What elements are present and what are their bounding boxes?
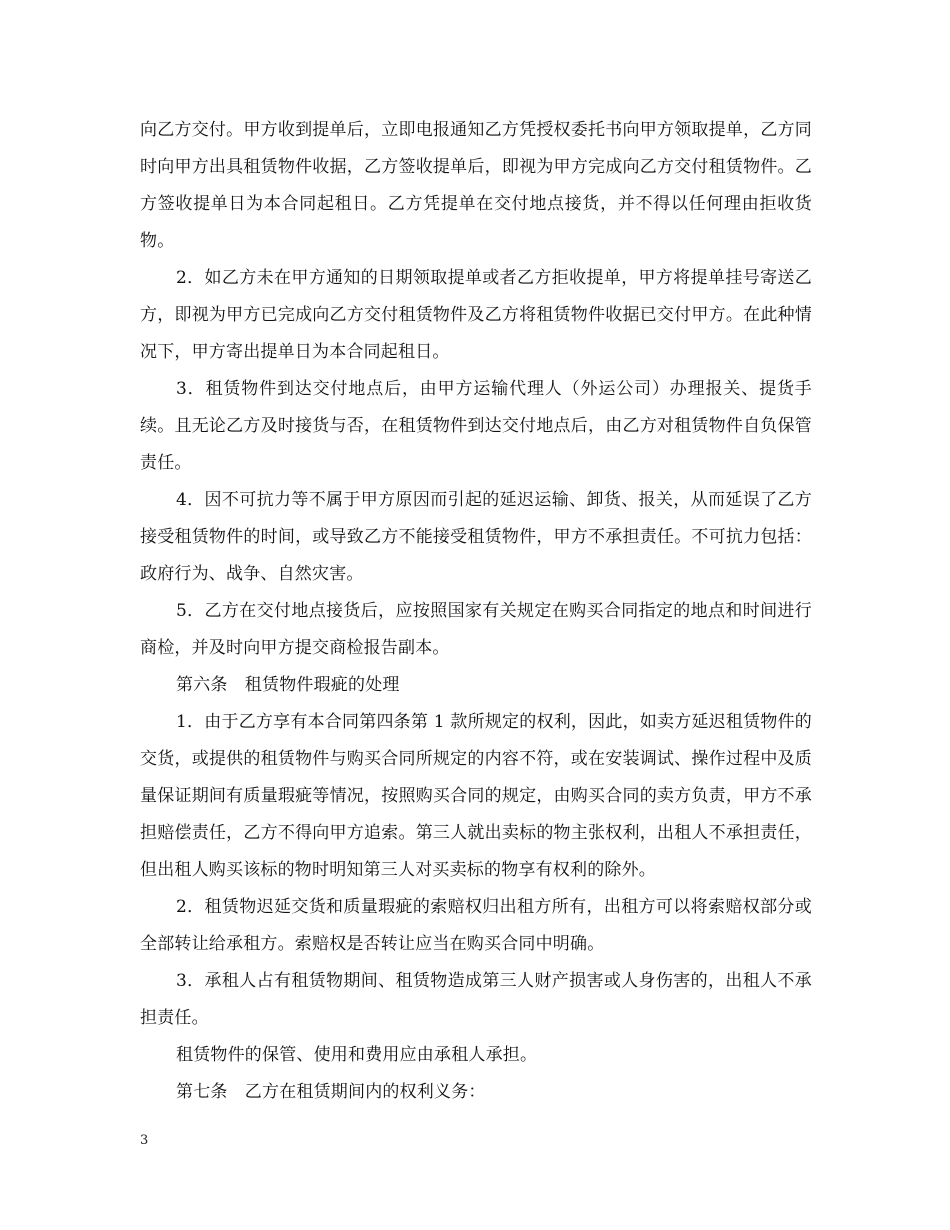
article-seven-heading: 第七条 乙方在租赁期间内的权利义务：: [176, 1082, 486, 1102]
article-six-heading: 第六条 租赁物件瑕疵的处理: [176, 675, 400, 695]
page-number: 3: [140, 1133, 149, 1148]
paragraph-article-six-clause-3: 3．承租人占有租赁物期间、租赁物造成第三人财产损害或人身伤害的，出租人不承担责任。: [140, 971, 812, 1028]
paragraph-clause-5: 5．乙方在交付地点接货后，应按照国家有关规定在购买合同指定的地点和时间进行商检，并及时向甲方提交商检报告副本。: [140, 601, 812, 658]
document-body: [140, 112, 812, 1111]
paragraph-custody-costs: 租赁物件的保管、使用和费用应由承租人承担。: [176, 1045, 538, 1065]
paragraph-clause-2: 2．如乙方未在甲方通知的日期领取提单或者乙方拒收提单，甲方将提单挂号寄送乙方，即视为甲方已完成向乙方交付租赁物件及乙方将租赁物件收据已交付甲方。在此种情况下，甲方寄出提单日为本合同起租日。: [140, 268, 812, 362]
paragraph-article-six-clause-1: 1．由于乙方享有本合同第四条第 1 款所规定的权利，因此，如卖方延迟租赁物件的交货，或提供的租赁物件与购买合同所规定的内容不符，或在安装调试、操作过程中及质量保证期间有质量瑕疵等情况，按照购买合同的规定，由购买合同的卖方负责，甲方不承担赔偿责任，乙方不得向甲方追索。第三人就出卖标的物主张权利，出租人不承担责任，但出租人购买该标的物时明知第三人对买卖标的物享有权利的除外。: [140, 712, 812, 880]
paragraph-delivery-continuation: 向乙方交付。甲方收到提单后，立即电报通知乙方凭授权委托书向甲方领取提单，乙方同时向甲方出具租赁物件收据，乙方签收提单后，即视为甲方完成向乙方交付租赁物件。乙方签收提单日为本合同起租日。乙方凭提单在交付地点接货，并不得以任何理由拒收货物。: [140, 120, 812, 251]
paragraph-article-six-clause-2: 2．租赁物迟延交货和质量瑕疵的索赔权归出租方所有，出租方可以将索赔权部分或全部转让给承租方。索赔权是否转让应当在购买合同中明确。: [140, 897, 812, 954]
paragraph-clause-3: 3．租赁物件到达交付地点后，由甲方运输代理人（外运公司）办理报关、提货手续。且无论乙方及时接货与否，在租赁物件到达交付地点后，由乙方对租赁物件自负保管责任。: [140, 379, 812, 473]
paragraph-clause-4: 4．因不可抗力等不属于甲方原因而引起的延迟运输、卸货、报关，从而延误了乙方接受租赁物件的时间，或导致乙方不能接受租赁物件，甲方不承担责任。不可抗力包括：政府行为、战争、自然灾害。: [140, 490, 812, 584]
